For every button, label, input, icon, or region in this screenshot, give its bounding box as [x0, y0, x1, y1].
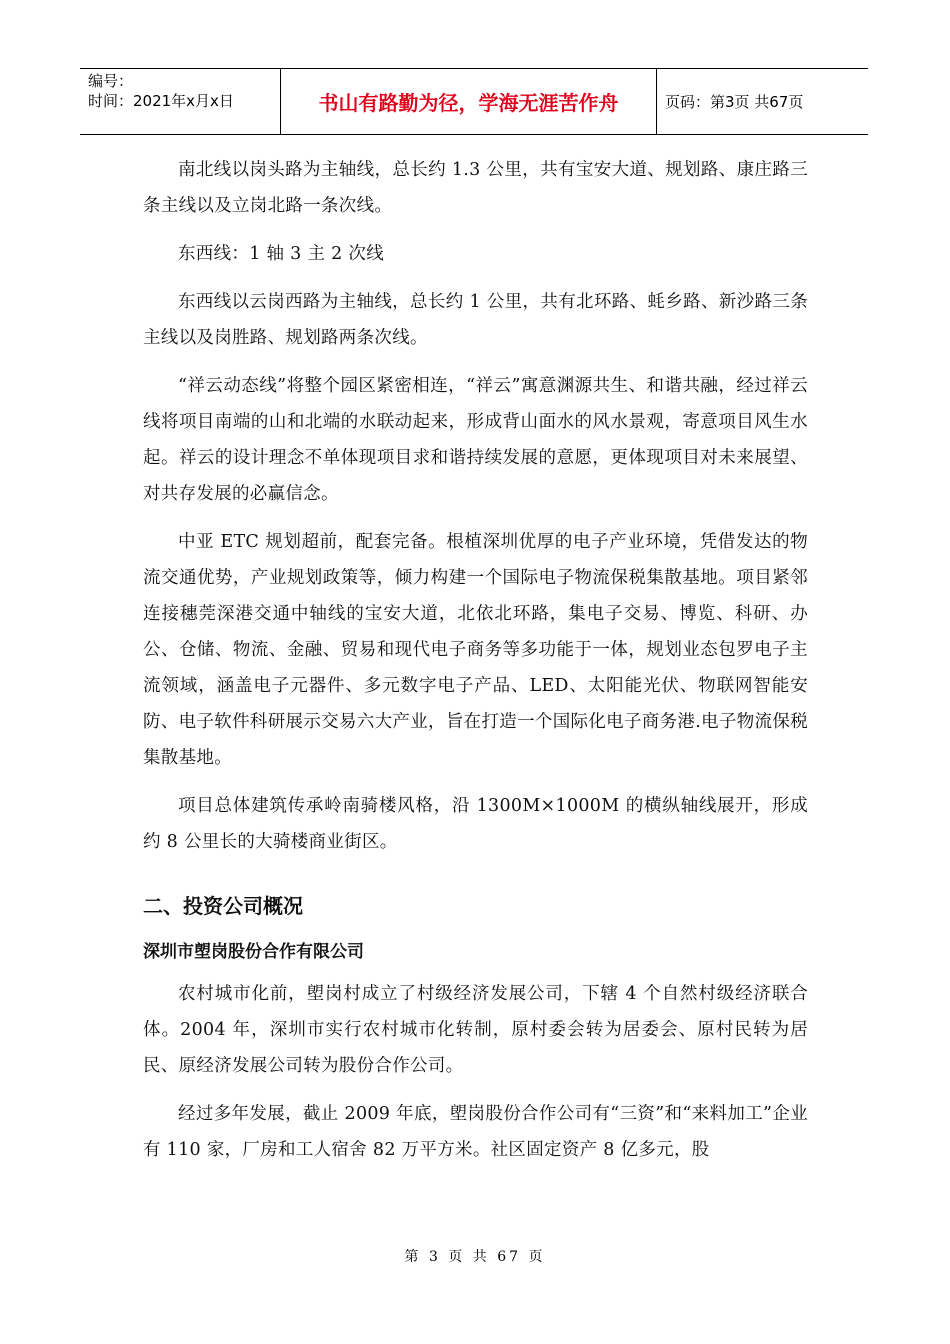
paragraph-east-west-summary: 东西线：1 轴 3 主 2 次线 — [178, 244, 385, 264]
page-footer: 第 3 页 共 67 页 — [404, 1249, 546, 1265]
section-heading-investment-company: 二、投资公司概况 — [143, 894, 303, 918]
header-motto: 书山有路勤为径，学海无涯苦作舟 — [280, 69, 657, 134]
paragraph-etc-planning: 中亚 ETC 规划超前，配套完备。根植深圳优厚的电子产业环境，凭借发达的物流交通优势，产业规划政策等，倾力构建一个国际电子物流保税集散基地。项目紧邻连接穗莞深港交通中轴线的宝安大道，北依北环路，集电子交易、博览、科研、办公、仓储、物流、金融、贸易和现代电子商务等多功能于一体，规划业态包罗电子主流领域，涵盖电子元器件、多元数字电子产品、LED、太阳能光伏、物联网智能安防、电子软件科研展示交易六大产业，旨在打造一个国际化电子商务港.电子物流保税集散基地。 — [143, 532, 808, 768]
paragraph-xiangyun-line: “祥云动态线”将整个园区紧密相连，“祥云”寓意渊源共生、和谐共融，经过祥云线将项目南端的山和北端的水联动起来，形成背山面水的风水景观，寄意项目风生水起。祥云的设计理念不单体现项目求和谐持续发展的意愿，更体现项目对未来展望、对共存发展的必赢信念。 — [143, 376, 808, 504]
header-meta — [80, 69, 280, 134]
header-page-info: 页码：第3页 共67页 — [665, 93, 804, 111]
document-number-label: 编号： — [88, 72, 134, 90]
paragraph-architecture-style: 项目总体建筑传承岭南骑楼风格，沿 1300M×1000M 的横纵轴线展开，形成约 8 公里长的大骑楼商业街区。 — [143, 796, 808, 852]
document-date: 时间：2021年x月x日 — [88, 92, 234, 110]
page-header — [80, 68, 868, 135]
document-body — [143, 152, 808, 1180]
paragraph-company-development: 经过多年发展，截止 2009 年底，塱岗股份合作公司有“三资”和“来料加工”企业有 110 家，厂房和工人宿舍 82 万平方米。社区固定资产 8 亿多元，股 — [143, 1104, 808, 1160]
paragraph-company-history: 农村城市化前，塱岗村成立了村级经济发展公司，下辖 4 个自然村级经济联合体。2004 年，深圳市实行农村城市化转制，原村委会转为居委会、原村民转为居民、原经济发展公司转为股份合作公司。 — [143, 984, 808, 1076]
paragraph-east-west-line: 东西线以云岗西路为主轴线，总长约 1 公里，共有北环路、蚝乡路、新沙路三条主线以及岗胜路、规划路两条次线。 — [143, 292, 808, 348]
paragraph-north-south-line: 南北线以岗头路为主轴线，总长约 1.3 公里，共有宝安大道、规划路、康庄路三条主线以及立岗北路一条次线。 — [143, 160, 808, 216]
subsection-heading-company-name: 深圳市塱岗股份合作有限公司 — [143, 942, 364, 962]
